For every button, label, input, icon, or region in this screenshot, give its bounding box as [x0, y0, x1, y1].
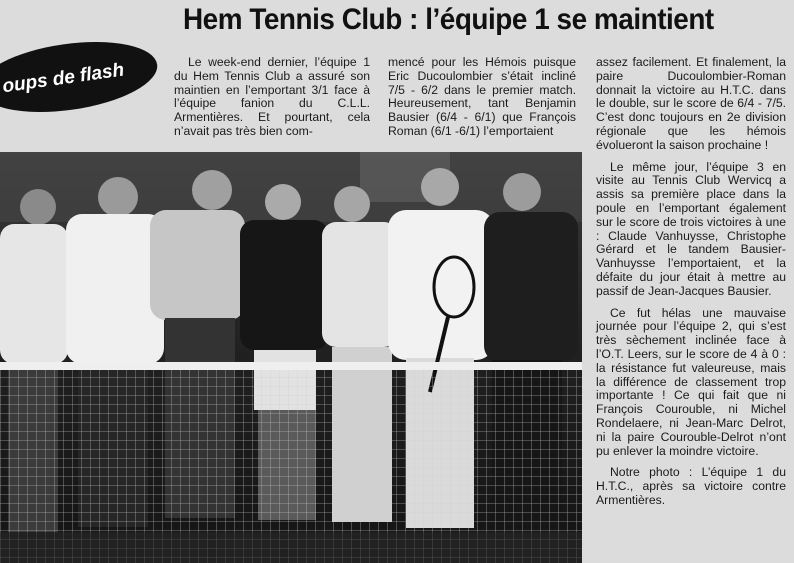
team-photo-illustration: [0, 152, 582, 563]
paragraph: Le même jour, l’équipe 3 en visite au Tennis Club Wervicq a assis sa première place dans la poule en l’emportant également sur le score de trois victoires à une : Claude Vanhuysse, Christophe Gérard et le tandem Bausier-Vanhuysse l’emportaient, et la défaite du jour était à mettre au passif de Jean-Jacques Bausier.: [596, 159, 786, 298]
paragraph: assez facilement. Et finalement, la paire Ducoulombier-Roman donnait la victoire au H.T.C. dans le double, sur le score de 6/4 - 7/5. C’est donc toujours en 2e division régionale que les hémois évolueront la saison prochaine !: [596, 55, 786, 152]
photo-caption: Notre photo : L’équipe 1 du H.T.C., après sa victoire contre Armentières.: [596, 465, 786, 507]
article-column-2: [388, 56, 576, 139]
paragraph: Ce fut hélas une mauvaise journée pour l’équipe 2, qui s’est très sèchement inclinée face à l’O.T. Leers, sur le score de 4 à 0 : la résistance fut valeureuse, mais la différence de classement trop importante ! Ce qui fait que ni François Courouble, ni Michel Rondelaere, ni Jean-Marc Delrot, ni la paire Courouble-Delrot n’ont pu enlever la moindre victoire.: [596, 305, 786, 458]
paragraph: mencé pour les Hémois puisque Eric Ducoulombier s’était incliné 7/5 - 6/2 dans le premier match. Heureusement, tant Benjamin Bausier (6/4 - 6/1) que François Roman (6/1 -6/1) l’emportaient: [388, 55, 576, 138]
team-photo: [0, 152, 582, 563]
article-column-1: [174, 56, 370, 139]
net-band: [0, 362, 582, 370]
paragraph: Le week-end dernier, l’équipe 1 du Hem Tennis Club a assuré son maintien en l’emportant 3/1 face à l’équipe fanion du C.L.L. Armentières. Et pourtant, cela n’avait pas très bien com-: [174, 55, 370, 138]
flash-badge-label: oups de flash: [1, 59, 126, 98]
headline: Hem Tennis Club : l’équipe 1 se maintient: [183, 3, 714, 36]
article-column-3: [596, 56, 786, 508]
